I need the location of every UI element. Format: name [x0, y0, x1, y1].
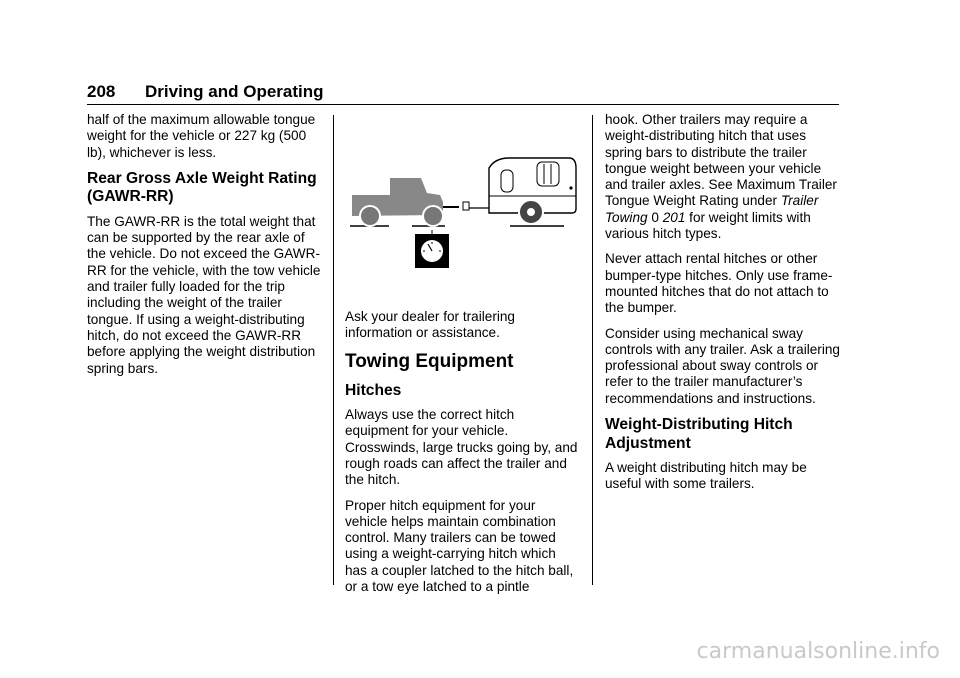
column-right — [605, 112, 845, 502]
dealer-paragraph: Ask your dealer for trailering information or assistance. — [345, 309, 515, 341]
hitches-paragraph-2: Proper hitch equipment for your vehicle helps maintain combination control. Many trailers can be towed using a weight-carrying hitch which has a coupler latched to the hitch ball, or a tow eye latched to a pintle — [345, 497, 574, 595]
column-middle — [345, 309, 581, 604]
weight-distributing-paragraph: hook. Other trailers may require a weight-distributing hitch that uses spring bars to distribute the trailer tongue weight between your vehicle and trailer axles. See Maximum Trailer Tongue Weight Rating under Trailer Towing 0 201 for weight limits with various hitch types. — [605, 112, 837, 242]
page-ref[interactable]: 201 — [662, 209, 686, 225]
gawr-rr-heading: Rear Gross Axle Weight Rating (GAWR-RR) — [87, 169, 317, 206]
hitches-heading: Hitches — [345, 381, 402, 399]
page-number: 208 — [87, 82, 116, 101]
column-divider — [333, 115, 334, 585]
page-ref-icon: 0 — [651, 209, 659, 225]
towing-scale-illustration — [345, 148, 581, 268]
column-left — [87, 112, 323, 386]
watermark: carmanualsonline.info — [696, 639, 940, 664]
header-rule — [87, 104, 839, 105]
column-divider — [592, 115, 593, 585]
weight-distributing-heading: Weight-Distributing Hitch Adjustment — [605, 416, 793, 452]
weight-distributing-hitch-paragraph: A weight distributing hitch may be useful with some trailers. — [605, 460, 807, 492]
section-title: Driving and Operating — [145, 82, 324, 101]
rental-hitches-paragraph: Never attach rental hitches or other bumper-type hitches. Only use frame-mounted hitches that do not attach to the bumper. — [605, 251, 833, 316]
towing-equipment-heading: Towing Equipment — [345, 350, 514, 372]
gawr-rr-paragraph: The GAWR-RR is the total weight that can be supported by the rear axle of the vehicle. Do not exceed the GAWR-RR for the vehicle, with the tow vehicle and trailer fully loaded for the trip including the weight of the trailer tongue. If using a weight-distributing hitch, do not exceed the GAWR-RR before applying the weight distribution spring bars. — [87, 213, 321, 376]
sway-controls-paragraph: Consider using mechanical sway controls with any trailer. Ask a trailering professional about sway controls or refer to the trailer manufacturer’s recommendations and instructions. — [605, 325, 840, 406]
intro-paragraph: half of the maximum allowable tongue weight for the vehicle or 227 kg (500 lb), whichever is less. — [87, 112, 316, 160]
trailer-towing-link[interactable]: Trailer Towing — [605, 193, 819, 225]
page-header — [87, 82, 324, 102]
hitches-paragraph-1: Always use the correct hitch equipment for your vehicle. Crosswinds, large trucks going by, and rough roads can affect the trailer and the hitch. — [345, 407, 578, 488]
